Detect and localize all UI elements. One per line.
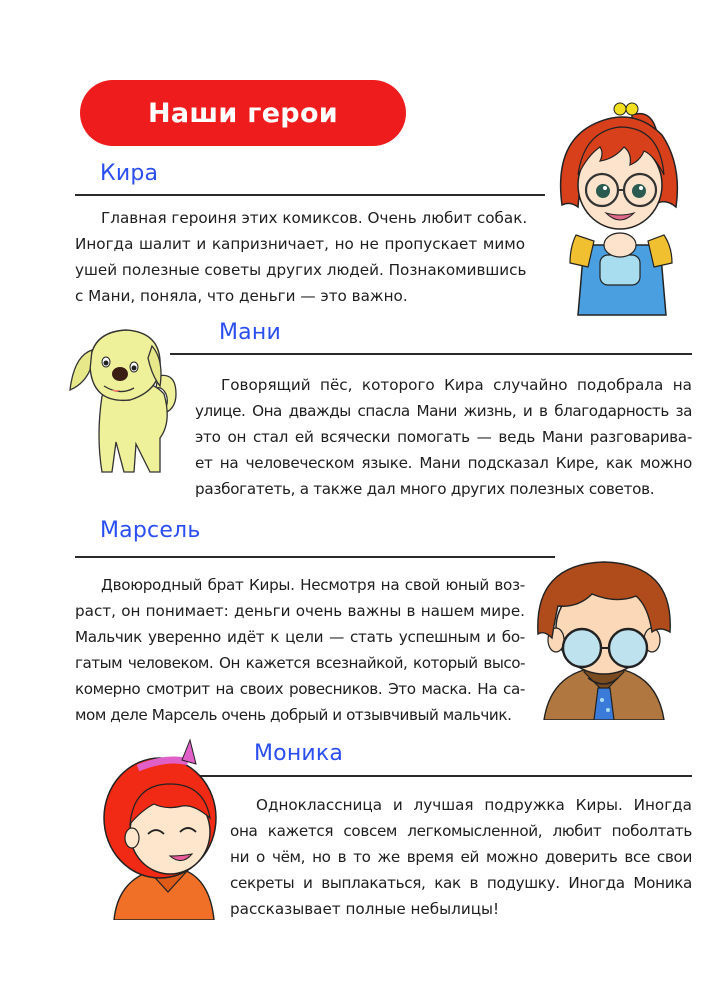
section-divider	[75, 194, 545, 196]
text-line: улице. Она дважды спасла Мани жизнь, и в благодарность за	[195, 402, 692, 420]
monika-girl-with-bow-illustration	[98, 738, 228, 920]
character-name-marcel: Марсель	[100, 518, 201, 543]
text-line: Иногда шалит и капризничает, но не пропускает мимо	[75, 235, 525, 253]
text-line: гатым человеком. Он кажется всезнайкой, который высо-	[75, 654, 525, 672]
text-line: Одноклассница и лучшая подружка Киры. Иногда	[256, 796, 692, 814]
text-line: мом деле Марсель очень добрый и отзывчивый мальчик.	[75, 706, 512, 724]
text-line: комерно смотрит на своих ровесников. Это маска. На са-	[75, 680, 525, 698]
text-line: ни о чём, но в то же время ей можно доверить все свои	[230, 848, 692, 866]
section-divider	[170, 353, 692, 355]
mani-dog-illustration	[62, 326, 192, 476]
text-line: раст, он понимает: деньги очень важны в нашем мире.	[75, 602, 525, 620]
text-line: ушей полезные советы других людей. Познакомившись	[75, 261, 527, 279]
marcel-boy-with-glasses-illustration	[524, 548, 684, 720]
text-line: Главная героиня этих комиксов. Очень любит собак.	[101, 209, 528, 227]
character-name-monika: Моника	[254, 741, 344, 766]
text-line: секреты и выплакаться, как в подушку. Иногда Моника	[230, 874, 692, 892]
page-title-banner	[80, 80, 406, 146]
section-divider	[75, 556, 555, 558]
character-description-monika	[230, 792, 692, 922]
page-title: Наши герои	[147, 97, 339, 129]
text-line: она кажется совсем легкомысленной, любит поболтать	[230, 822, 692, 840]
character-name-kira: Кира	[100, 161, 159, 186]
character-description-mani	[195, 372, 692, 502]
text-line: ет на человеческом языке. Мани подсказал Кире, как можно	[195, 454, 692, 472]
section-divider	[195, 775, 692, 777]
character-name-mani: Мани	[219, 320, 281, 345]
text-line: рассказывает полные небылицы!	[230, 900, 500, 918]
text-line: разбогатеть, а также дал много других полезных советов.	[195, 480, 655, 498]
text-line: это он стал ей всячески помогать — ведь Мани разговарива-	[195, 428, 692, 446]
text-line: Мальчик уверенно идёт к цели — стать успешным и бо-	[75, 628, 525, 646]
character-description-marcel	[75, 572, 525, 728]
kira-girl-with-glasses-illustration	[540, 95, 700, 320]
text-line: с Мани, поняла, что деньги — это важно.	[75, 287, 408, 305]
text-line: Говорящий пёс, которого Кира случайно подобрала на	[221, 376, 692, 394]
text-line: Двоюродный брат Киры. Несмотря на свой юный воз-	[101, 576, 525, 594]
character-description-kira	[75, 205, 528, 309]
